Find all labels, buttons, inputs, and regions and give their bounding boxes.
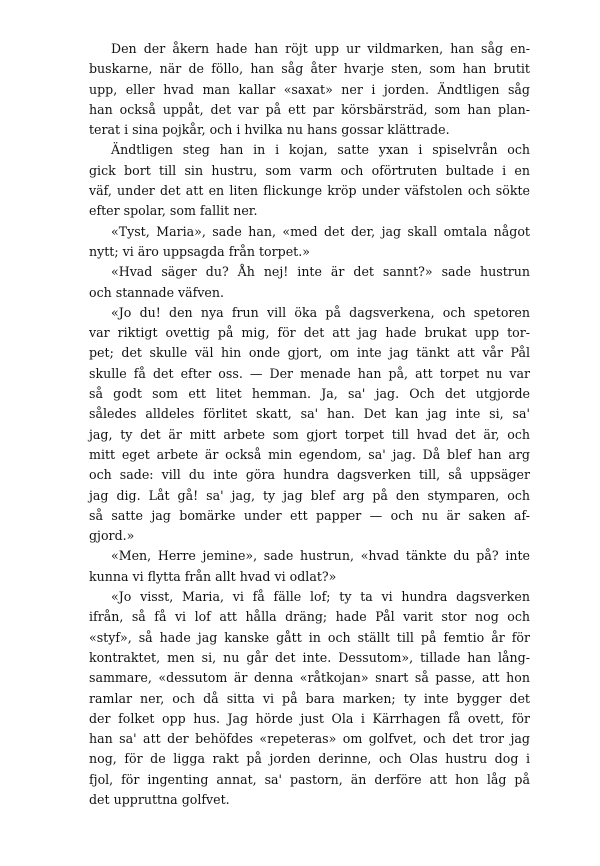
- text-line: buskarne, när de föllo, han såg åter hvarje sten, som han brutit: [89, 61, 530, 77]
- text-line: fjol, för ingenting annat, sa' pastorn, än derföre att hon låg på: [89, 771, 530, 787]
- paragraph: [89, 303, 530, 547]
- text-line: ramlar ner, och då sitta vi på bara marken; ty inte bygger det: [89, 690, 530, 706]
- text-line: upp, eller hvad man kallar «saxat» ner i jorden. Ändtligen såg: [89, 81, 530, 97]
- text-line: kunna vi flytta från allt hvad vi odlat?»: [89, 568, 337, 584]
- text-line: gjord.»: [89, 528, 135, 544]
- paragraph: [89, 546, 530, 587]
- text-line: Ändtligen steg han in i kojan, satte yxan i spiselvrån och: [111, 142, 530, 158]
- text-line: mitt eget arbete är också min egendom, sa' jag. Då blef han arg: [89, 446, 530, 462]
- text-line: sammare, «dessutom är denna «råtkojan» snart så passe, att hon: [89, 670, 530, 686]
- text-line: skulle få det efter oss. — Der menade han på, att torpet nu var: [89, 365, 530, 381]
- book-page: [89, 39, 530, 810]
- text-line: och stannade väfven.: [89, 284, 224, 300]
- text-line: var riktigt ovettig på mig, för det att jag hade brukat upp tor-: [89, 325, 530, 341]
- text-line: så satte jag bomärke under ett papper — och nu är saken af-: [89, 507, 530, 523]
- paragraph: [89, 587, 530, 810]
- text-line: «styf», så hade jag kanske gått in och ställt till på femtio år för: [89, 629, 530, 645]
- text-line: Den der åkern hade han röjt upp ur vildmarken, han såg en-: [111, 41, 530, 56]
- paragraph: [89, 39, 530, 140]
- text-line: kontraktet, men si, nu går det inte. Dessutom», tillade han lång-: [89, 649, 530, 665]
- text-line: «Hvad säger du? Åh nej! inte är det sannt?» sade hustrun: [111, 264, 530, 280]
- text-line: han också uppåt, det var på ett par körsbärsträd, som han plan-: [89, 101, 530, 117]
- text-line: nytt; vi äro uppsagda från torpet.»: [89, 243, 310, 259]
- paragraph: [89, 262, 530, 303]
- text-line: han sa' att der behöfdes «repeteras» om golfvet, och det tror jag: [89, 731, 530, 747]
- text-line: «Jo du! den nya frun vill öka på dagsverkena, och spetoren: [111, 304, 530, 320]
- text-line: jag, ty det är mitt arbete som gjort torpet till hvad det är, och: [89, 426, 530, 442]
- text-line: «Tyst, Maria», sade han, «med det der, jag skall omtala något: [111, 223, 530, 239]
- text-line: efter spolar, som fallit ner.: [89, 203, 258, 219]
- text-line: der folket opp hus. Jag hörde just Ola i Kärrhagen få ovett, för: [89, 710, 530, 726]
- text-line: och sade: vill du inte göra hundra dagsverken till, så uppsäger: [89, 467, 530, 483]
- text-line: det uppruttna golfvet.: [89, 791, 230, 807]
- text-line: pet; det skulle väl hin onde gjort, om inte jag tänkt att vår Pål: [89, 345, 530, 361]
- text-line: «Jo visst, Maria, vi få fälle lof; ty ta vi hundra dagsverken: [111, 589, 530, 605]
- text-line: således alldeles förlitet skatt, sa' han. Det kan jag inte si, sa': [89, 406, 530, 422]
- text-line: ifrån, så få vi lof att hålla dräng; hade Pål varit stor nog och: [89, 609, 530, 625]
- text-line: så godt som ett litet hemman. Ja, sa' jag. Och det utgjorde: [89, 386, 530, 402]
- text-line: väf, under det att en liten flickunge kröp under väfstolen och sökte: [89, 183, 530, 199]
- text-line: terat i sina pojkår, och i hvilka nu hans gossar klättrade.: [89, 122, 450, 138]
- text-line: gick bort till sin hustru, som varm och oförtruten bultade i en: [89, 162, 530, 178]
- paragraph: [89, 222, 530, 263]
- text-line: «Men, Herre jemine», sade hustrun, «hvad tänkte du på? inte: [111, 548, 530, 564]
- text-line: nog, för de ligga rakt på jorden derinne, och Olas hustru dog i: [89, 751, 530, 767]
- text-line: jag dig. Låt gå! sa' jag, ty jag blef arg på den stymparen, och: [89, 487, 530, 503]
- paragraph: [89, 140, 530, 221]
